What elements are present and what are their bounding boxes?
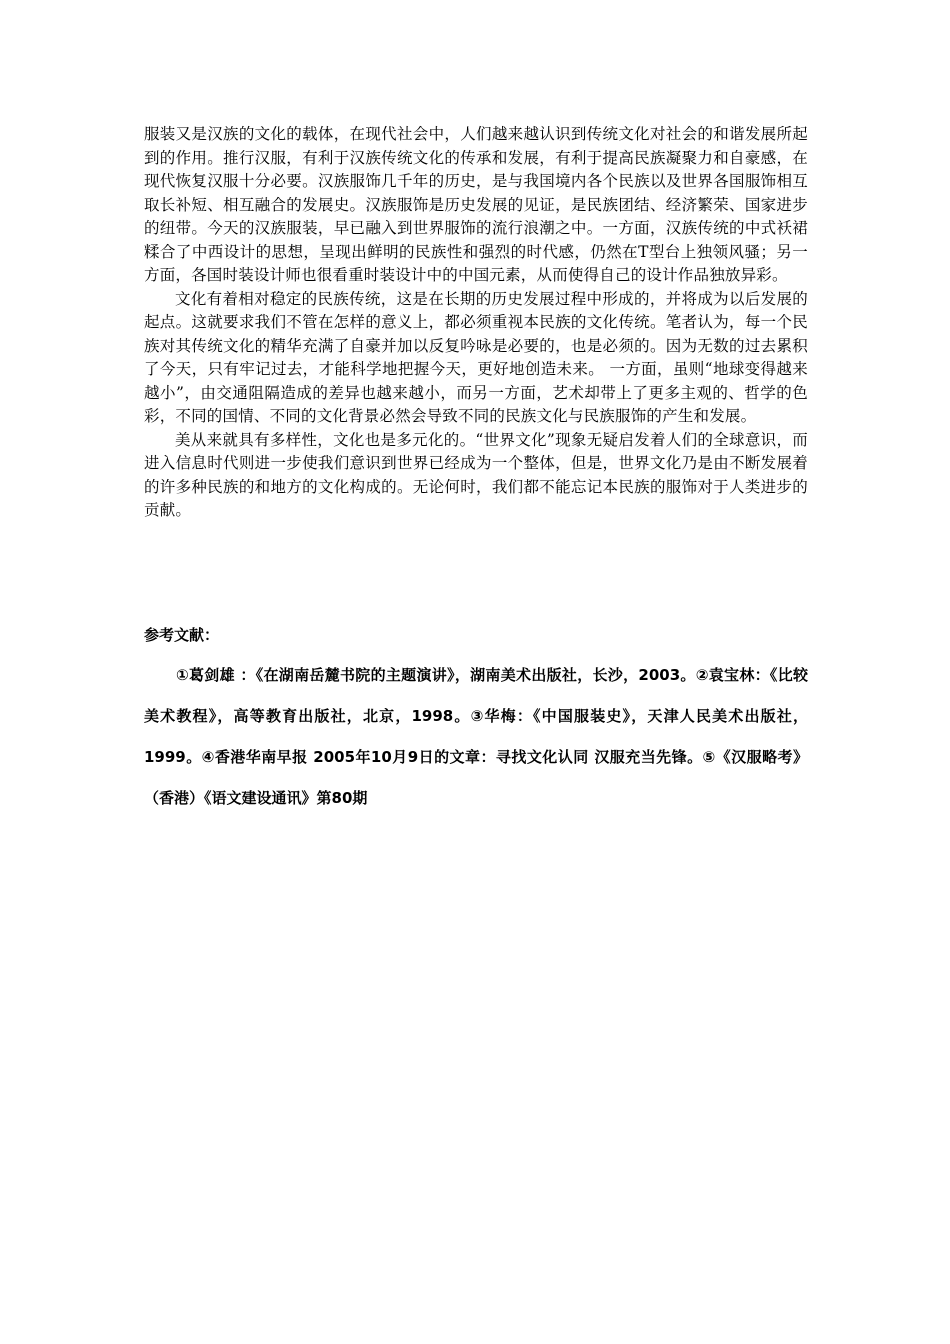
references-heading: 参考文献：	[144, 626, 220, 644]
paragraph-2: 文化有着相对稳定的民族传统，这是在长期的历史发展过程中形成的，并将成为以后发展的起点。这就要求我们不管在怎样的意义上，都必须重视本民族的文化传统。笔者认为，每一个民族对其传统文化的精华充满了自豪并加以反复吟咏是必要的，也是必须的。因为无数的过去累积了今天，只有牢记过去，才能科学地把握今天，更好地创造未来。 一方面，虽则“地球变得越来越小”，由交通阻隔造成的差异也越来越小，而另一方面，艺术却带上了更多主观的、哲学的色彩，不同的国情、不同的文化背景必然会导致不同的民族文化与民族服饰的产生和发展。	[144, 289, 808, 425]
paragraph-1: 服装又是汉族的文化的载体，在现代社会中，人们越来越认识到传统文化对社会的和谐发展所起到的作用。推行汉服，有利于汉族传统文化的传承和发展，有利于提高民族凝聚力和自豪感，在现代恢复汉服十分必要。汉族服饰几千年的历史，是与我国境内各个民族以及世界各国服饰相互取长补短、相互融合的发展史。汉族服饰是历史发展的见证，是民族团结、经济繁荣、国家进步的纽带。今天的汉族服装，早已融入到世界服饰的流行浪潮之中。一方面，汉族传统的中式袄裙糅合了中西设计的思想，呈现出鲜明的民族性和强烈的时代感，仍然在T型台上独领风骚；另一方面，各国时装设计师也很看重时装设计中的中国元素，从而使得自己的设计作品独放异彩。	[144, 125, 808, 284]
paragraph-3: 美从来就具有多样性，文化也是多元化的。“世界文化”现象无疑启发着人们的全球意识，而进入信息时代则进一步使我们意识到世界已经成为一个整体，但是，世界文化乃是由不断发展着的许多种民族的和地方的文化构成的。无论何时，我们都不能忘记本民族的服饰对于人类进步的贡献。	[144, 430, 808, 519]
references-list: ①葛剑雄 ：《在湖南岳麓书院的主题演讲》，湖南美术出版社，长沙，2003。②袁宝林：《比较美术教程》，高等教育出版社，北京，1998。③华梅：《中国服装史》，天津人民美术出版社，1999。④香港华南早报 2005年10月9日的文章：寻找文化认同 汉服充当先锋。⑤《汉服略考》（香港）《语文建设通讯》第80期	[144, 666, 808, 807]
body-text	[144, 123, 808, 523]
